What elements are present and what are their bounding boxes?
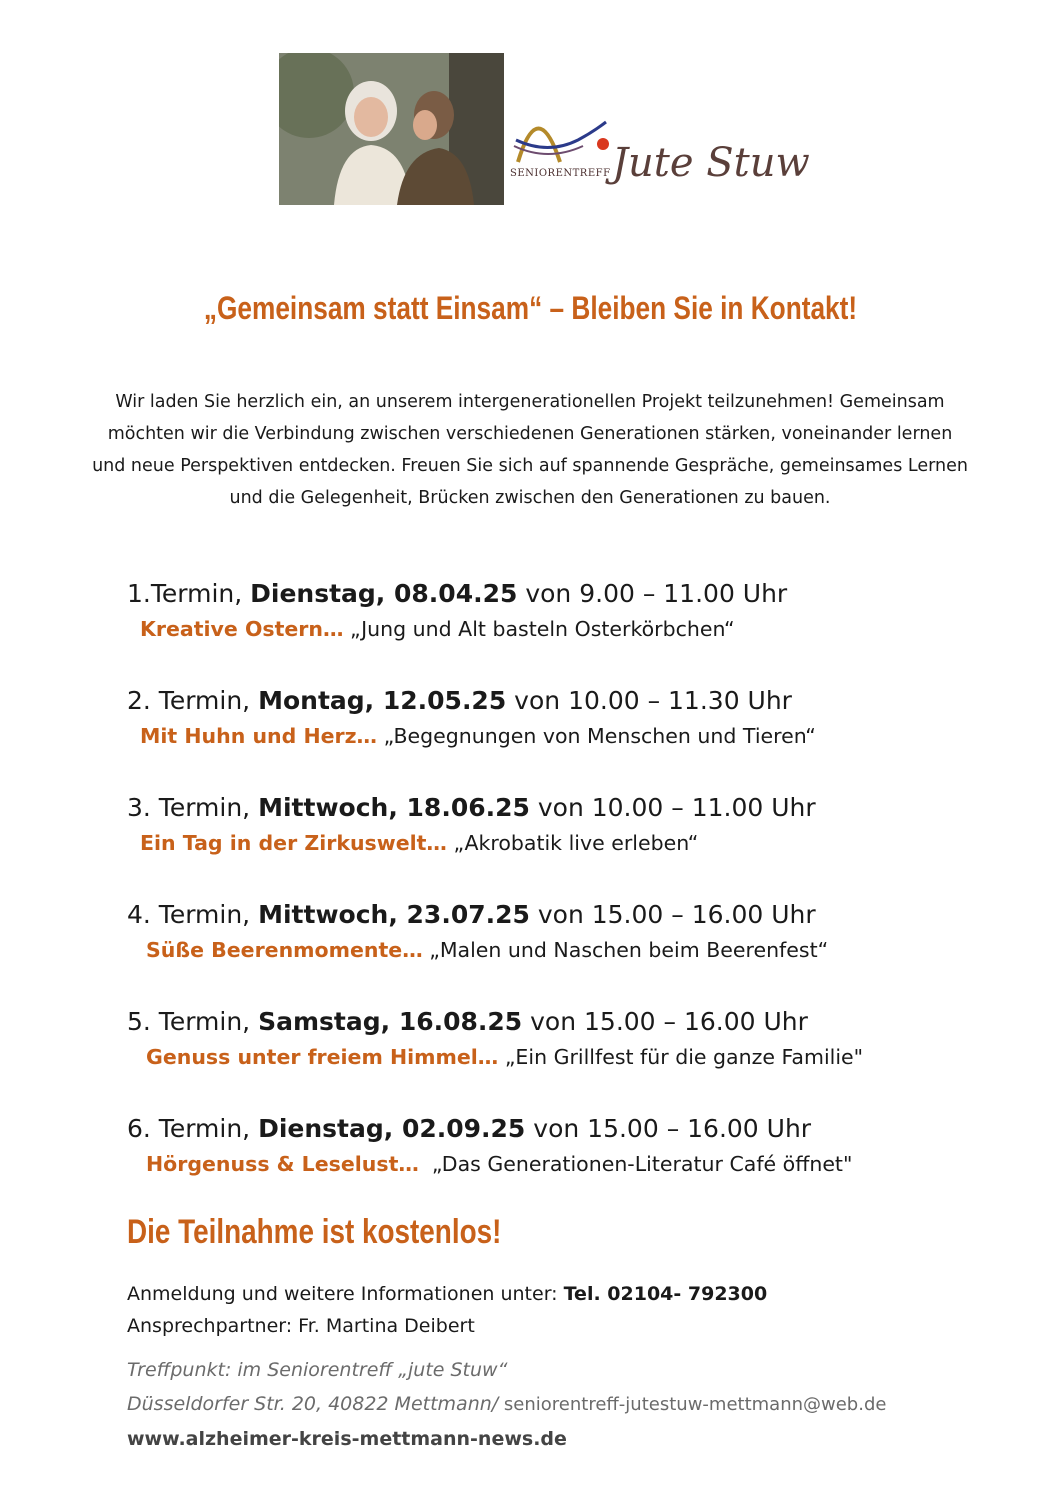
term-time: von 9.00 – 11.00 Uhr xyxy=(517,579,788,608)
term-prefix: 6. Termin, xyxy=(127,1114,259,1143)
term-activity: Genuss unter freiem Himmel… xyxy=(146,1045,499,1069)
page-title: „Gemeinsam statt Einsam“ – Bleiben Sie in Kontakt! xyxy=(203,290,858,326)
term-time: von 15.00 – 16.00 Uhr xyxy=(525,1114,812,1143)
intro-paragraph: Wir laden Sie herzlich ein, an unserem intergenerationellen Projekt teilzunehmen! Gemeinsam möchten wir die Verbindung zwischen verschiedenen Generationen stärken, voneinander lernen und neue Perspektiven entdecken. Freuen Sie sich auf spannende Gespräche, gemeinsames Lernen und die Gelegenheit, Brücken zwischen den Generationen zu bauen. xyxy=(92,392,968,508)
term-activity: Süße Beerenmomente… xyxy=(146,938,423,962)
term-prefix: 4. Termin, xyxy=(127,900,259,929)
phone-number[interactable]: Tel. 02104- 792300 xyxy=(563,1283,768,1305)
term-1 xyxy=(127,578,787,644)
term-4 xyxy=(127,899,828,965)
term-desc: „Akrobatik live erleben“ xyxy=(446,831,699,855)
term-date: Montag, 12.05.25 xyxy=(258,686,507,715)
term-prefix: 3. Termin, xyxy=(127,793,259,822)
photo-illustration xyxy=(279,53,504,205)
registration-info xyxy=(127,1278,767,1342)
term-prefix: 2. Termin, xyxy=(127,686,259,715)
email-link[interactable]: seniorentreff-jutestuw-mettmann@web.de xyxy=(498,1394,887,1415)
term-date: Mittwoch, 18.06.25 xyxy=(258,793,530,822)
term-activity: Kreative Ostern… xyxy=(140,617,344,641)
term-3 xyxy=(127,792,816,858)
term-time: von 15.00 – 16.00 Uhr xyxy=(529,900,816,929)
contact-person: Ansprechpartner: Fr. Martina Deibert xyxy=(127,1315,475,1337)
term-desc: „Jung und Alt basteln Osterkörbchen“ xyxy=(343,617,735,641)
free-participation-heading: Die Teilnahme ist kostenlos! xyxy=(127,1213,502,1251)
registration-text: Anmeldung und weitere Informationen unter: xyxy=(127,1283,564,1305)
term-6 xyxy=(127,1113,852,1179)
term-activity: Hörgenuss & Leselust… xyxy=(146,1152,419,1176)
term-desc: „Malen und Naschen beim Beerenfest“ xyxy=(422,938,829,962)
logo-script-text: Jute Stuw xyxy=(612,140,810,186)
term-date: Dienstag, 02.09.25 xyxy=(258,1114,526,1143)
term-desc: „Begegnungen von Menschen und Tieren“ xyxy=(377,724,816,748)
meeting-point: Treffpunkt: im Seniorentreff „jute Stuw“ xyxy=(127,1359,508,1381)
term-activity: Mit Huhn und Herz… xyxy=(140,724,378,748)
footer xyxy=(127,1353,886,1456)
address: Düsseldorfer Str. 20, 40822 Mettmann/ xyxy=(127,1393,499,1415)
website-link[interactable]: www.alzheimer-kreis-mettmann-news.de xyxy=(127,1428,567,1450)
term-time: von 10.00 – 11.00 Uhr xyxy=(529,793,816,822)
term-date: Mittwoch, 23.07.25 xyxy=(258,900,530,929)
term-time: von 15.00 – 16.00 Uhr xyxy=(522,1007,808,1036)
term-5 xyxy=(127,1006,863,1072)
term-time: von 10.00 – 11.30 Uhr xyxy=(506,686,792,715)
term-2 xyxy=(127,685,816,751)
term-activity: Ein Tag in der Zirkuswelt… xyxy=(140,831,447,855)
term-desc: „Das Generationen-Literatur Café öffnet" xyxy=(418,1152,853,1176)
term-prefix: 5. Termin, xyxy=(127,1007,259,1036)
logo-small-text: SENIORENTREFF xyxy=(510,168,611,179)
term-date: Samstag, 16.08.25 xyxy=(258,1007,523,1036)
header-photo xyxy=(279,53,504,205)
term-date: Dienstag, 08.04.25 xyxy=(250,579,518,608)
term-prefix: 1.Termin, xyxy=(127,579,251,608)
term-desc: „Ein Grillfest für die ganze Familie" xyxy=(498,1045,864,1069)
